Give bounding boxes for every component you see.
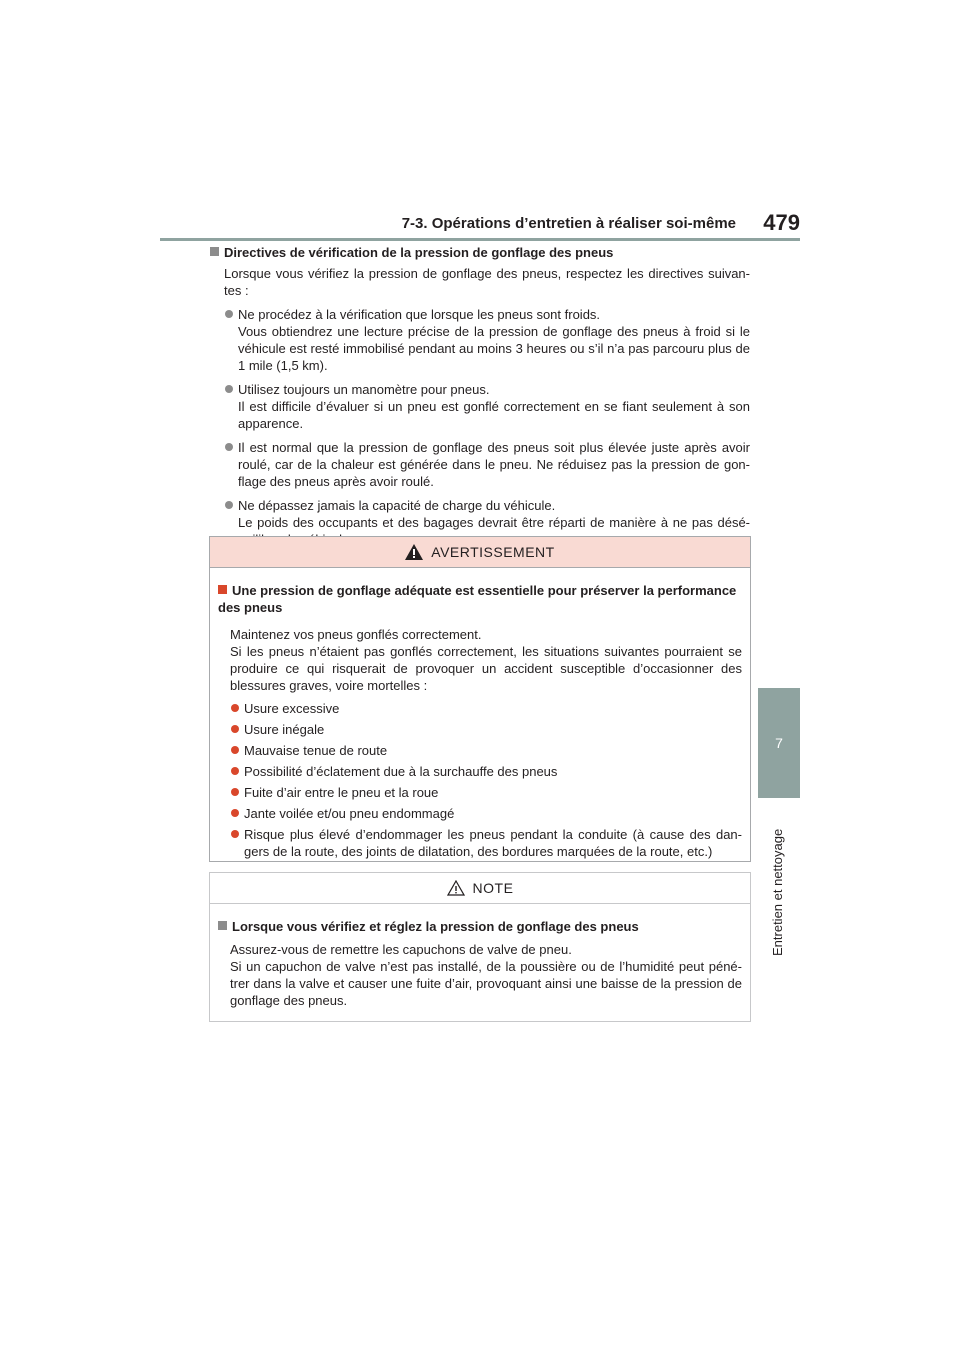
chapter-tab: [758, 688, 800, 798]
page-number: 479: [763, 210, 800, 235]
bullet-icon: [225, 310, 233, 318]
bullet-icon: [225, 501, 233, 509]
bullet-icon: [231, 809, 239, 817]
list-item: Mauvaise tenue de route: [230, 742, 742, 759]
warning-box: [209, 536, 751, 862]
square-marker-icon: [218, 585, 227, 594]
bullet-icon: [231, 830, 239, 838]
warning-heading: Une pression de gonflage adéquate est essentielle pour préserver la performance des pneus: [218, 583, 737, 615]
square-marker-icon: [218, 921, 227, 930]
warning-title: AVERTISSEMENT: [431, 544, 555, 560]
warning-title-bar: [210, 537, 750, 568]
bullet-icon: [231, 746, 239, 754]
chapter-label: Entretien et nettoyage: [770, 828, 785, 956]
list-item: Jante voilée et/ou pneu endommagé: [230, 805, 742, 822]
square-marker-icon: [210, 247, 219, 256]
note-heading: Lorsque vous vérifiez et réglez la pression de gonflage des pneus: [218, 918, 742, 935]
bullet-icon: [231, 725, 239, 733]
warning-body: [210, 568, 750, 860]
page-header: [160, 200, 800, 241]
bullet-icon: [225, 443, 233, 451]
list-item: Fuite d’air entre le pneu et la roue: [230, 784, 742, 801]
bullet-icon: [231, 767, 239, 775]
section-heading: Directives de vérification de la pression de gonflage des pneus: [210, 244, 750, 261]
list-item: Usure inégale: [230, 721, 742, 738]
bullet-icon: [231, 704, 239, 712]
note-title: NOTE: [472, 880, 514, 896]
list-item: Possibilité d’éclatement due à la surchauffe des pneus: [230, 763, 742, 780]
bullet-icon: [225, 385, 233, 393]
note-title-bar: [210, 873, 750, 904]
warning-para: Maintenez vos pneus gonflés correctement.: [230, 627, 482, 642]
main-content: [210, 244, 750, 548]
list-item: Ne procédez à la vérification que lorsque les pneus sont froids. Vous obtiendrez une lecture précise de la pression de gonflage des pneus à froid si le véhicule est resté immobilisé pendant au moins 3 heures ou s’il n’a pas parcouru plus de 1 mile (1,5 km).: [224, 306, 750, 374]
caution-triangle-icon: [447, 880, 465, 896]
list-item: Risque plus élevé d’endommager les pneus pendant la conduite (à cause des dan-gers de la route, des joints de dilatation, des bordures marquées de la route, etc.): [230, 826, 742, 860]
list-item: Il est normal que la pression de gonflage des pneus soit plus élevée juste après avoir roulé, car de la chaleur est générée dans le pneu. Ne réduisez pas la pression de gon-flage des pneus après avoir roulé.: [224, 439, 750, 490]
list-item: Utilisez toujours un manomètre pour pneus. Il est difficile d’évaluer si un pneu est gonflé correctement en se fiant seulement à son apparence.: [224, 381, 750, 432]
section-title: 7-3. Opérations d’entretien à réaliser soi-même: [401, 215, 736, 232]
warning-para: Si les pneus n’étaient pas gonflés correctement, les situations suivantes pourraient se produire ce qui risquerait de provoquer un accident susceptible d’occasionner des blessures graves, voire mortelles :: [230, 644, 742, 693]
list-item: Usure excessive: [230, 700, 742, 717]
note-body: [210, 904, 750, 1009]
note-para: Assurez-vous de remettre les capuchons de valve de pneu.: [230, 942, 572, 957]
intro-text: Lorsque vous vérifiez la pression de gonflage des pneus, respectez les directives suivan-tes :: [224, 266, 750, 298]
list-item: Ne dépassez jamais la capacité de charge du véhicule. Le poids des occupants et des bagages devrait être réparti de manière à ne pas désé-: [224, 497, 750, 548]
bullet-icon: [231, 788, 239, 796]
note-box: [209, 872, 751, 1022]
note-para: Si un capuchon de valve n’est pas installé, de la poussière ou de l’humidité peut péné-trer dans la valve et causer une fuite d’air, provoquant ainsi une baisse de la pression de gonflage des pneus.: [230, 959, 742, 1008]
chapter-number: 7: [775, 735, 783, 751]
warning-triangle-icon: [405, 544, 423, 560]
